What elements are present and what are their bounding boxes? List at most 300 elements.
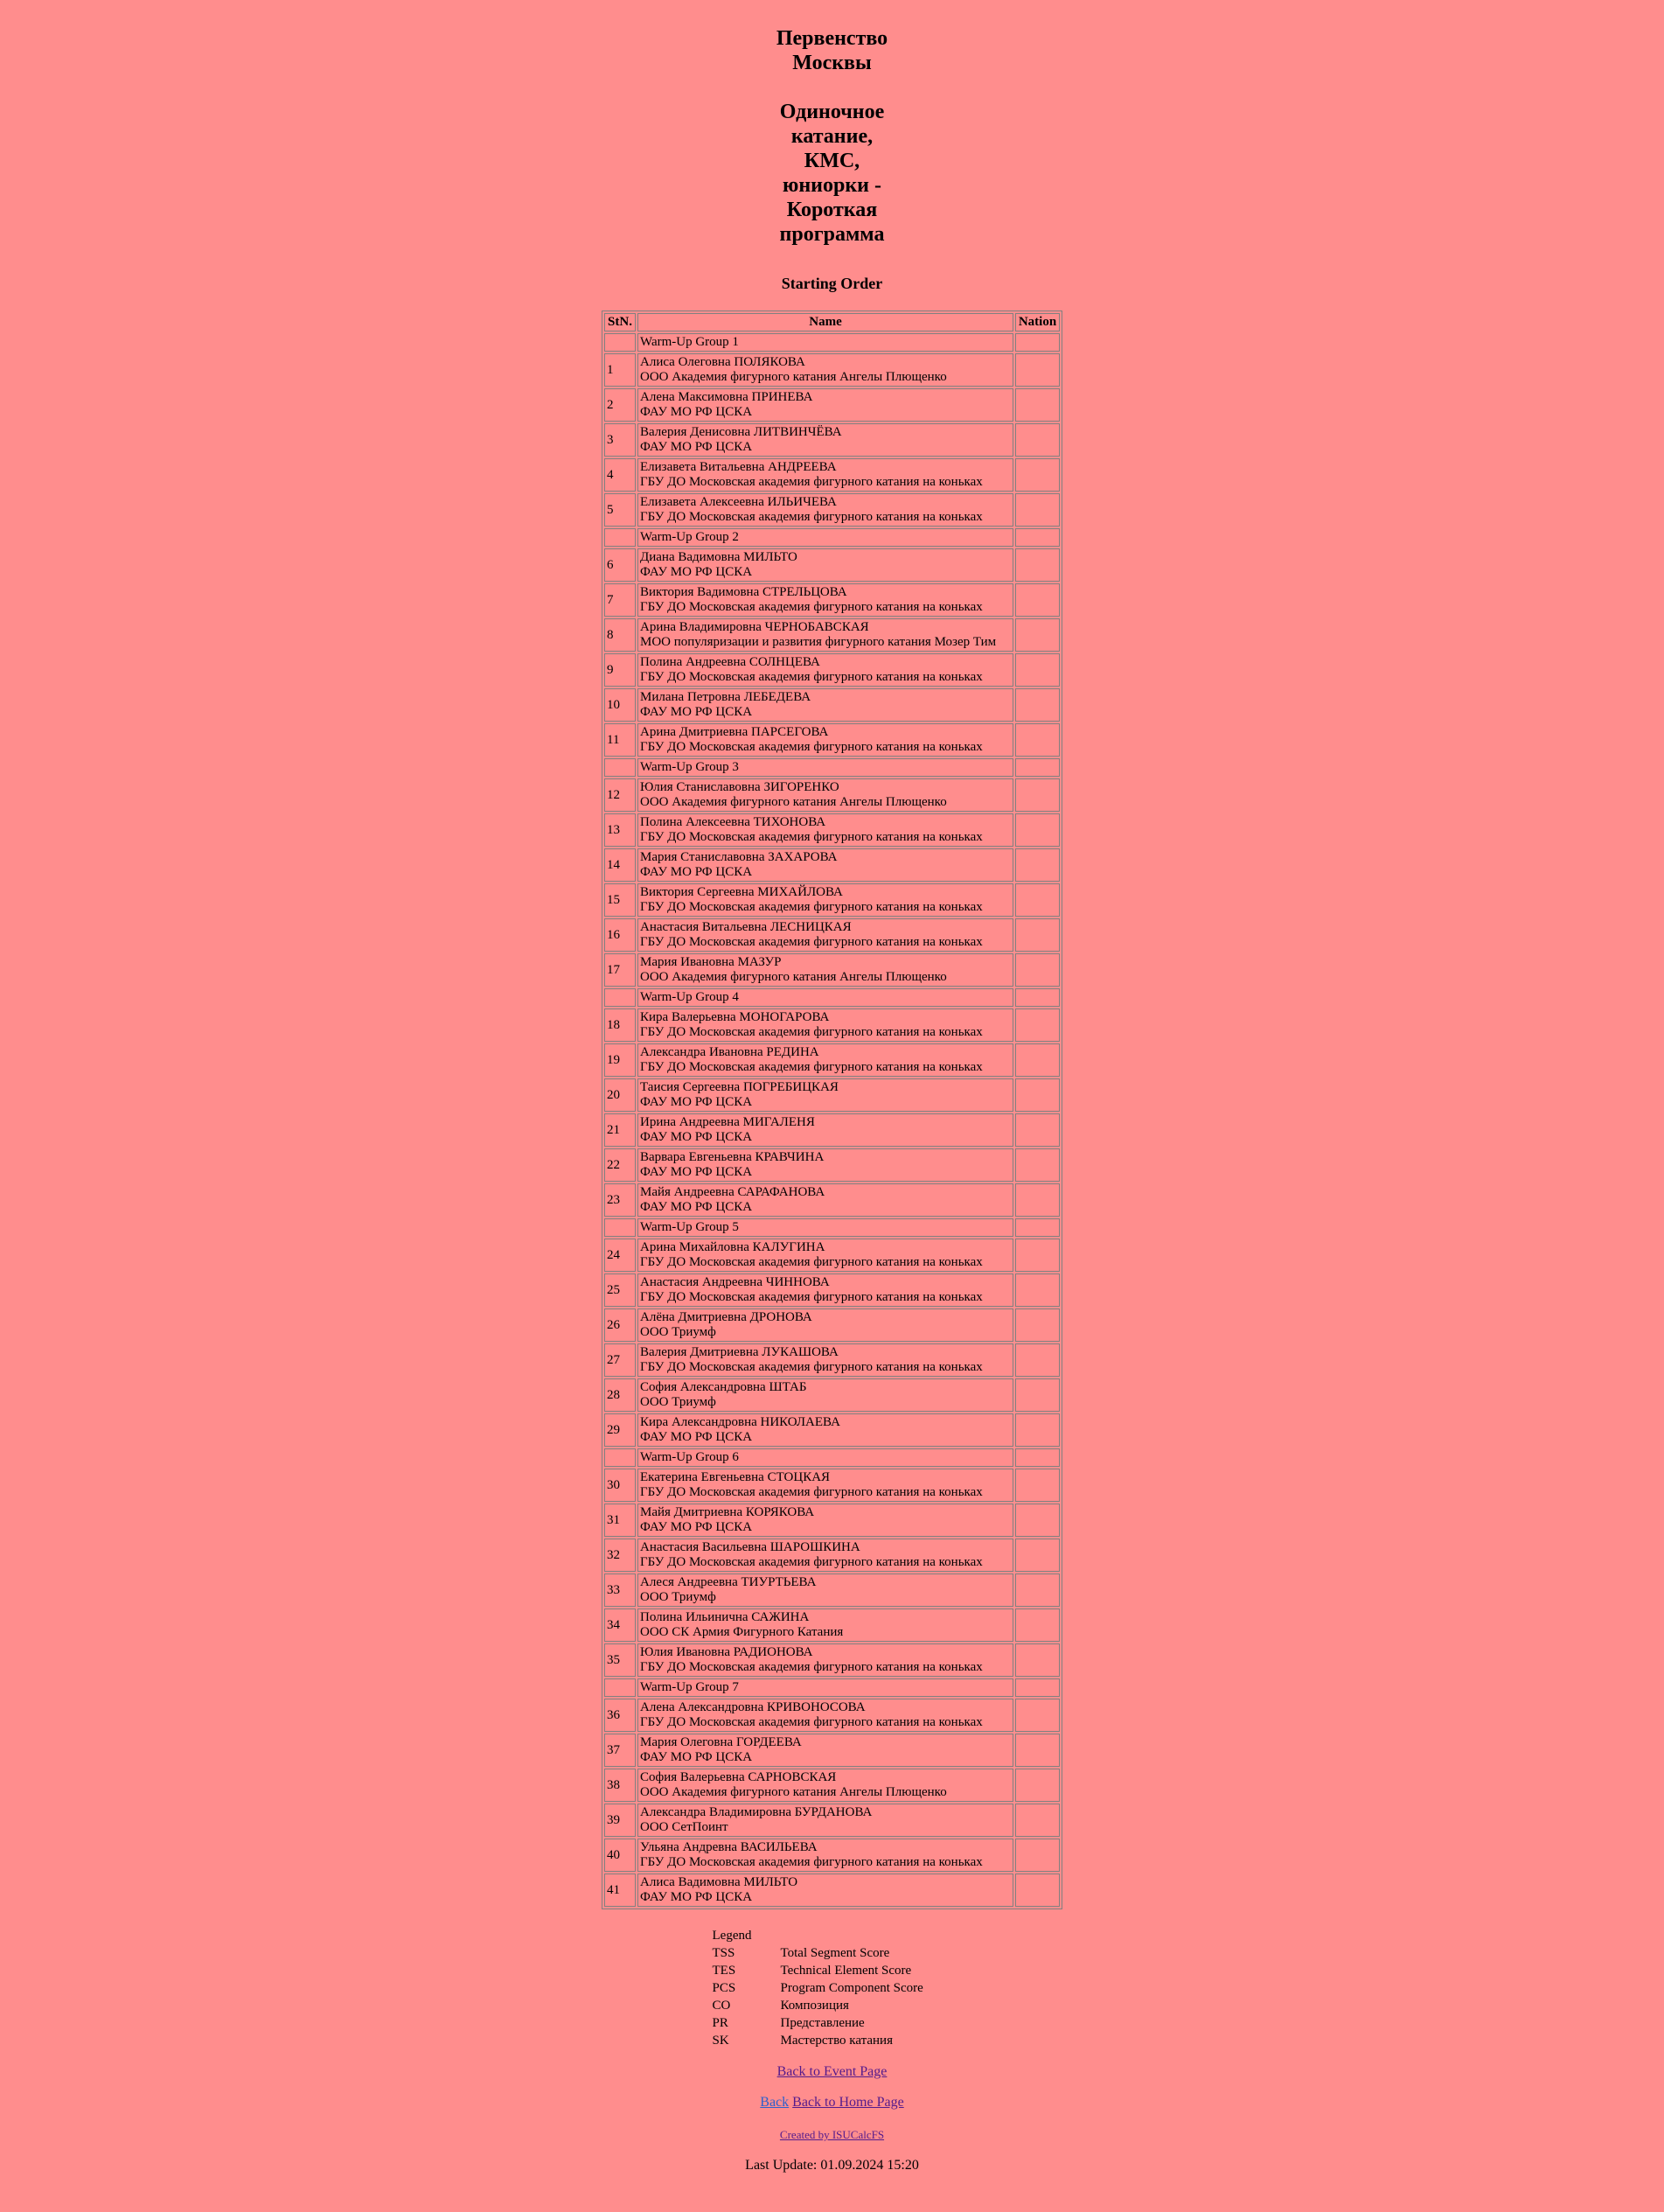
skater-row [604,1734,1060,1767]
skater-number: 34 [604,1608,636,1642]
skater-nation-cell [1015,1874,1060,1907]
skater-number: 37 [604,1734,636,1767]
skater-name: Анастасия Витальевна ЛЕСНИЦКАЯ [640,920,852,934]
skater-club: ООО Академия фигурного катания Ангелы Плющенко [640,970,947,984]
skater-name: Мария Станиславовна ЗАХАРОВА [640,850,838,864]
group-nation-cell [1015,758,1060,777]
skater-number: 4 [604,458,636,492]
legend-row [713,1979,952,1997]
skater-name: Ульяна Андревна ВАСИЛЬЕВА [640,1840,818,1854]
skater-name: Александра Ивановна РЕДИНА [640,1045,819,1059]
skater-nation-cell [1015,953,1060,987]
skater-name: Арина Владимировна ЧЕРНОБАВСКАЯ [640,620,869,634]
group-stn-cell [604,758,636,777]
skater-club: ООО СетПоинт [640,1820,728,1834]
skater-club: ООО Академия фигурного катания Ангелы Плющенко [640,1785,947,1799]
back-link[interactable]: Back [760,2095,790,2110]
skater-club: ООО Триумф [640,1395,716,1409]
skater-nation-cell [1015,1608,1060,1642]
skater-club: ГБУ ДО Московская академия фигурного катания на коньках [640,1360,983,1374]
skater-row [604,1539,1060,1572]
group-label: Warm-Up Group 4 [637,988,1013,1007]
skater-club: ФАУ МО РФ ЦСКА [640,865,753,879]
skater-name: Алеся Андреевна ТИУРТЬЕВА [640,1575,817,1589]
skater-name: Майя Дмитриевна КОРЯКОВА [640,1505,815,1519]
skater-nation-cell [1015,778,1060,812]
skater-nation-cell [1015,1804,1060,1837]
skater-nation-cell [1015,813,1060,847]
skater-nation-cell [1015,1008,1060,1042]
skater-number: 16 [604,918,636,952]
skater-row [604,1043,1060,1077]
skater-row [604,1148,1060,1182]
skater-number: 32 [604,1539,636,1572]
skater-name-cell [637,583,1013,617]
skater-nation-cell [1015,1504,1060,1537]
skater-name-cell [637,1308,1013,1342]
skater-name: Мария Олеговна ГОРДЕЕВА [640,1735,802,1749]
skater-name: Майя Андреевна САРАФАНОВА [640,1185,825,1199]
skater-nation-cell [1015,1539,1060,1572]
skater-row [604,883,1060,917]
skater-club: ГБУ ДО Московская академия фигурного катания на коньках [640,1290,983,1304]
skater-name-cell [637,493,1013,527]
skater-nation-cell [1015,353,1060,387]
skater-name: Елизавета Алексеевна ИЛЬИЧЕВА [640,495,837,509]
skater-row [604,1608,1060,1642]
skater-number: 20 [604,1078,636,1112]
legend-title-row [713,1927,952,1944]
skater-name-cell [637,1874,1013,1907]
group-stn-cell [604,988,636,1007]
legend-abbr: PCS [712,1981,736,1995]
skater-number: 18 [604,1008,636,1042]
skater-number: 3 [604,423,636,457]
skater-nation-cell [1015,688,1060,722]
skater-name-cell [637,1643,1013,1677]
skater-number: 23 [604,1183,636,1217]
skater-club: ФАУ МО РФ ЦСКА [640,1430,753,1444]
skater-number: 41 [604,1874,636,1907]
legend-abbr: TES [712,1964,736,1978]
skater-name: Александра Владимировна БУРДАНОВА [640,1805,873,1819]
skater-name-cell [637,1804,1013,1837]
skater-row [604,1699,1060,1732]
skater-name-cell [637,1539,1013,1572]
skater-club: ГБУ ДО Московская академия фигурного катания на коньках [640,935,983,949]
skater-name: Алена Максимовна ПРИНЕВА [640,390,813,404]
skater-row [604,688,1060,722]
group-row [604,333,1060,352]
skater-row [604,1239,1060,1272]
skater-name-cell [637,918,1013,952]
skater-number: 6 [604,548,636,582]
skater-name-cell [637,618,1013,652]
skater-row [604,1469,1060,1502]
skater-nation-cell [1015,1239,1060,1272]
skater-club: ФАУ МО РФ ЦСКА [640,1520,753,1534]
skater-name: Алиса Вадимовна МИЛЬТО [640,1875,798,1889]
skater-row [604,918,1060,952]
back-to-home-link[interactable]: Back to Home Page [792,2095,904,2110]
legend-abbr: CO [712,1999,731,2013]
group-row [604,988,1060,1007]
legend-title: Legend [712,1929,752,1943]
skater-nation-cell [1015,653,1060,687]
skater-nation-cell [1015,1769,1060,1802]
skater-club: ФАУ МО РФ ЦСКА [640,1095,753,1109]
skater-name: Екатерина Евгеньевна СТОЦКАЯ [640,1470,831,1484]
skater-club: ФАУ МО РФ ЦСКА [640,705,753,719]
skater-name-cell [637,953,1013,987]
legend-desc: Представление [780,2016,865,2030]
skater-number: 17 [604,953,636,987]
skater-name-cell [637,1734,1013,1767]
group-nation-cell [1015,1448,1060,1467]
last-update: Last Update: 01.09.2024 15:20 [745,2158,919,2173]
skater-name: София Александровна ШТАБ [640,1380,807,1394]
legend-row [713,1944,952,1962]
skater-nation-cell [1015,1308,1060,1342]
skater-club: ФАУ МО РФ ЦСКА [640,565,753,579]
legend-desc: Technical Element Score [780,1964,912,1978]
skater-number: 40 [604,1839,636,1872]
skater-name-cell [637,883,1013,917]
skater-club: МОО популяризации и развития фигурного катания Мозер Тим [640,635,997,649]
skater-name: Валерия Денисовна ЛИТВИНЧЁВА [640,425,842,439]
group-nation-cell [1015,1218,1060,1237]
legend-desc: Композиция [780,1999,849,2013]
skater-club: ГБУ ДО Московская академия фигурного катания на коньках [640,1555,983,1569]
skater-name-cell [637,1273,1013,1307]
skater-nation-cell [1015,1643,1060,1677]
skater-number: 1 [604,353,636,387]
skater-row [604,653,1060,687]
skater-name: Полина Ильинична САЖИНА [640,1610,810,1624]
skater-name: Полина Алексеевна ТИХОНОВА [640,815,826,829]
skater-club: ООО СК Армия Фигурного Катания [640,1625,844,1639]
skater-name: Арина Михайловна КАЛУГИНА [640,1240,825,1254]
skater-nation-cell [1015,1413,1060,1447]
skater-name-cell [637,1839,1013,1872]
skater-nation-cell [1015,618,1060,652]
skater-name: Юлия Станиславовна ЗИГОРЕНКО [640,780,839,794]
group-label: Warm-Up Group 5 [637,1218,1013,1237]
legend-abbr: SK [712,2034,729,2048]
table-header-row [604,313,1060,331]
group-nation-cell [1015,333,1060,352]
skater-number: 29 [604,1413,636,1447]
skater-club: ГБУ ДО Московская академия фигурного катания на коньках [640,1715,983,1729]
skater-number: 7 [604,583,636,617]
skater-nation-cell [1015,723,1060,757]
skater-club: ГБУ ДО Московская академия фигурного катания на коньках [640,740,983,754]
skater-club: ФАУ МО РФ ЦСКА [640,1200,753,1214]
skater-nation-cell [1015,1343,1060,1377]
skater-number: 5 [604,493,636,527]
skater-number: 11 [604,723,636,757]
group-row [604,528,1060,547]
legend-desc: Total Segment Score [780,1946,890,1960]
skater-name-cell [637,688,1013,722]
skater-name-cell [637,1043,1013,1077]
skater-number: 12 [604,778,636,812]
group-nation-cell [1015,528,1060,547]
skater-number: 24 [604,1239,636,1272]
skater-nation-cell [1015,1469,1060,1502]
skater-name-cell [637,1608,1013,1642]
skater-row [604,778,1060,812]
skater-club: ФАУ МО РФ ЦСКА [640,1750,753,1764]
starting-order-tbody [604,333,1060,1907]
skater-nation-cell [1015,1699,1060,1732]
skater-nation-cell [1015,918,1060,952]
skater-row [604,1273,1060,1307]
skater-row [604,1183,1060,1217]
skater-number: 15 [604,883,636,917]
skater-name-cell [637,1148,1013,1182]
skater-row [604,493,1060,527]
skater-name-cell [637,1413,1013,1447]
skater-name: Кира Александровна НИКОЛАЕВА [640,1415,840,1429]
skater-number: 22 [604,1148,636,1182]
skater-row [604,353,1060,387]
skater-number: 27 [604,1343,636,1377]
skater-club: ГБУ ДО Московская академия фигурного катания на коньках [640,1060,983,1074]
skater-name: Варвара Евгеньевна КРАВЧИНА [640,1150,825,1164]
skater-row [604,848,1060,882]
skater-row [604,1574,1060,1607]
skater-name: Арина Дмитриевна ПАРСЕГОВА [640,725,829,739]
skater-name: Елизавета Витальевна АНДРЕЕВА [640,460,837,474]
group-nation-cell [1015,988,1060,1007]
legend-desc: Мастерство катания [780,2034,893,2048]
skater-club: ФАУ МО РФ ЦСКА [640,405,753,419]
group-label: Warm-Up Group 2 [637,528,1013,547]
skater-number: 26 [604,1308,636,1342]
skater-club: ФАУ МО РФ ЦСКА [640,1890,753,1904]
skater-name-cell [637,1008,1013,1042]
skater-name: Алена Александровна КРИВОНОСОВА [640,1700,866,1714]
skater-nation-cell [1015,388,1060,422]
skater-row [604,1078,1060,1112]
skater-club: ООО Триумф [640,1325,716,1339]
group-label: Warm-Up Group 7 [637,1678,1013,1697]
skater-number: 9 [604,653,636,687]
skater-name-cell [637,1113,1013,1147]
skater-row [604,1769,1060,1802]
skater-nation-cell [1015,458,1060,492]
skater-name-cell [637,1239,1013,1272]
skater-row [604,458,1060,492]
skater-name: Валерия Дмитриевна ЛУКАШОВА [640,1345,839,1359]
skater-club: ООО Академия фигурного катания Ангелы Плющенко [640,795,947,809]
skater-name: Ирина Андреевна МИГАЛЕНЯ [640,1115,815,1129]
legend-desc: Program Component Score [780,1981,923,1995]
skater-nation-cell [1015,1839,1060,1872]
skater-row [604,1413,1060,1447]
skater-name-cell [637,848,1013,882]
group-stn-cell [604,1448,636,1467]
skater-name-cell [637,548,1013,582]
skater-name: Виктория Вадимовна СТРЕЛЬЦОВА [640,585,847,599]
skater-nation-cell [1015,848,1060,882]
skater-name-cell [637,1699,1013,1732]
skater-number: 10 [604,688,636,722]
group-label: Warm-Up Group 3 [637,758,1013,777]
event-title: Первенство Москвы [776,27,888,74]
skater-club: ГБУ ДО Московская академия фигурного катания на коньках [640,600,983,614]
skater-number: 33 [604,1574,636,1607]
skater-nation-cell [1015,1043,1060,1077]
back-to-event-link[interactable]: Back to Event Page [776,2064,888,2079]
skater-name-cell [637,778,1013,812]
skater-row [604,1874,1060,1907]
group-label: Warm-Up Group 6 [637,1448,1013,1467]
group-label: Warm-Up Group 1 [637,333,1013,352]
skater-row [604,1308,1060,1342]
skater-number: 8 [604,618,636,652]
skater-club: ГБУ ДО Московская академия фигурного катания на коньках [640,670,983,684]
skater-name-cell [637,1378,1013,1412]
skater-row [604,1378,1060,1412]
skater-nation-cell [1015,1734,1060,1767]
skater-nation-cell [1015,1148,1060,1182]
skater-nation-cell [1015,1183,1060,1217]
skater-row [604,1804,1060,1837]
skater-row [604,1113,1060,1147]
skater-number: 30 [604,1469,636,1502]
skater-number: 2 [604,388,636,422]
skater-name-cell [637,1078,1013,1112]
skater-name-cell [637,1574,1013,1607]
skater-row [604,953,1060,987]
skater-nation-cell [1015,1273,1060,1307]
skater-row [604,388,1060,422]
skater-row [604,813,1060,847]
skater-club: ГБУ ДО Московская академия фигурного катания на коньках [640,900,983,914]
skater-row [604,618,1060,652]
group-stn-cell [604,1678,636,1697]
category-title: Одиночное катание, КМС, юниорки - Короткая программа [779,101,885,246]
skater-nation-cell [1015,493,1060,527]
group-row [604,1678,1060,1697]
legend-table [713,1927,952,2049]
created-by-link[interactable]: Created by ISUCalcFS [779,2128,885,2141]
legend-row [713,2032,952,2049]
skater-name: Анастасия Васильевна ШАРОШКИНА [640,1540,860,1554]
column-header-name: Name [637,313,1013,331]
skater-number: 19 [604,1043,636,1077]
skater-nation-cell [1015,1574,1060,1607]
group-row [604,1218,1060,1237]
skater-name-cell [637,653,1013,687]
skater-number: 21 [604,1113,636,1147]
skater-name: Алёна Дмитриевна ДРОНОВА [640,1310,812,1324]
group-row [604,1448,1060,1467]
legend-abbr: TSS [712,1946,735,1960]
skater-nation-cell [1015,583,1060,617]
skater-row [604,723,1060,757]
legend-abbr: PR [712,2016,728,2030]
skater-number: 25 [604,1273,636,1307]
skater-name: Милана Петровна ЛЕБЕДЕВА [640,690,811,704]
skater-name: Кира Валерьевна МОНОГАРОВА [640,1010,830,1024]
skater-nation-cell [1015,1113,1060,1147]
skater-club: ГБУ ДО Московская академия фигурного катания на коньках [640,830,983,844]
skater-name-cell [637,1343,1013,1377]
skater-name: Виктория Сергеевна МИХАЙЛОВА [640,885,843,899]
group-nation-cell [1015,1678,1060,1697]
skater-row [604,1343,1060,1377]
skater-row [604,1839,1060,1872]
group-stn-cell [604,528,636,547]
skater-club: ФАУ МО РФ ЦСКА [640,440,753,454]
legend-title-spacer [781,1927,952,1944]
skater-name-cell [637,353,1013,387]
skater-name-cell [637,458,1013,492]
skater-name-cell [637,1469,1013,1502]
skater-row [604,1643,1060,1677]
skater-name: Таисия Сергеевна ПОГРЕБИЦКАЯ [640,1080,839,1094]
skater-name-cell [637,388,1013,422]
skater-club: ГБУ ДО Московская академия фигурного катания на коньках [640,510,983,524]
skater-number: 38 [604,1769,636,1802]
column-header-nation: Nation [1015,313,1060,331]
column-header-stn: StN. [604,313,636,331]
skater-number: 14 [604,848,636,882]
skater-name: Анастасия Андреевна ЧИННОВА [640,1275,830,1289]
group-stn-cell [604,1218,636,1237]
skater-name-cell [637,1769,1013,1802]
skater-club: ООО Триумф [640,1590,716,1604]
skater-club: ГБУ ДО Московская академия фигурного катания на коньках [640,1855,983,1869]
skater-name-cell [637,1504,1013,1537]
skater-name: Полина Андреевна СОЛНЦЕВА [640,655,820,669]
skater-name-cell [637,1183,1013,1217]
skater-row [604,1504,1060,1537]
skater-number: 13 [604,813,636,847]
group-stn-cell [604,333,636,352]
skater-club: ГБУ ДО Московская академия фигурного катания на коньках [640,475,983,489]
skater-number: 31 [604,1504,636,1537]
starting-order-table [602,311,1062,1909]
legend-row [713,2014,952,2032]
skater-nation-cell [1015,423,1060,457]
skater-nation-cell [1015,548,1060,582]
skater-number: 35 [604,1643,636,1677]
skater-name: Мария Ивановна МАЗУР [640,955,782,969]
skater-number: 36 [604,1699,636,1732]
skater-row [604,423,1060,457]
skater-club: ГБУ ДО Московская академия фигурного катания на коньках [640,1025,983,1039]
starting-order-heading: Starting Order [781,275,883,292]
skater-row [604,583,1060,617]
legend-row [713,1997,952,2014]
group-row [604,758,1060,777]
legend-tbody [713,1927,952,2049]
skater-number: 28 [604,1378,636,1412]
legend-row [713,1962,952,1979]
skater-nation-cell [1015,1378,1060,1412]
skater-club: ГБУ ДО Московская академия фигурного катания на коньках [640,1255,983,1269]
skater-name-cell [637,813,1013,847]
skater-name: Алиса Олеговна ПОЛЯКОВА [640,355,805,369]
skater-number: 39 [604,1804,636,1837]
skater-row [604,548,1060,582]
skater-name: Диана Вадимовна МИЛЬТО [640,550,797,564]
skater-club: ООО Академия фигурного катания Ангелы Плющенко [640,370,947,384]
